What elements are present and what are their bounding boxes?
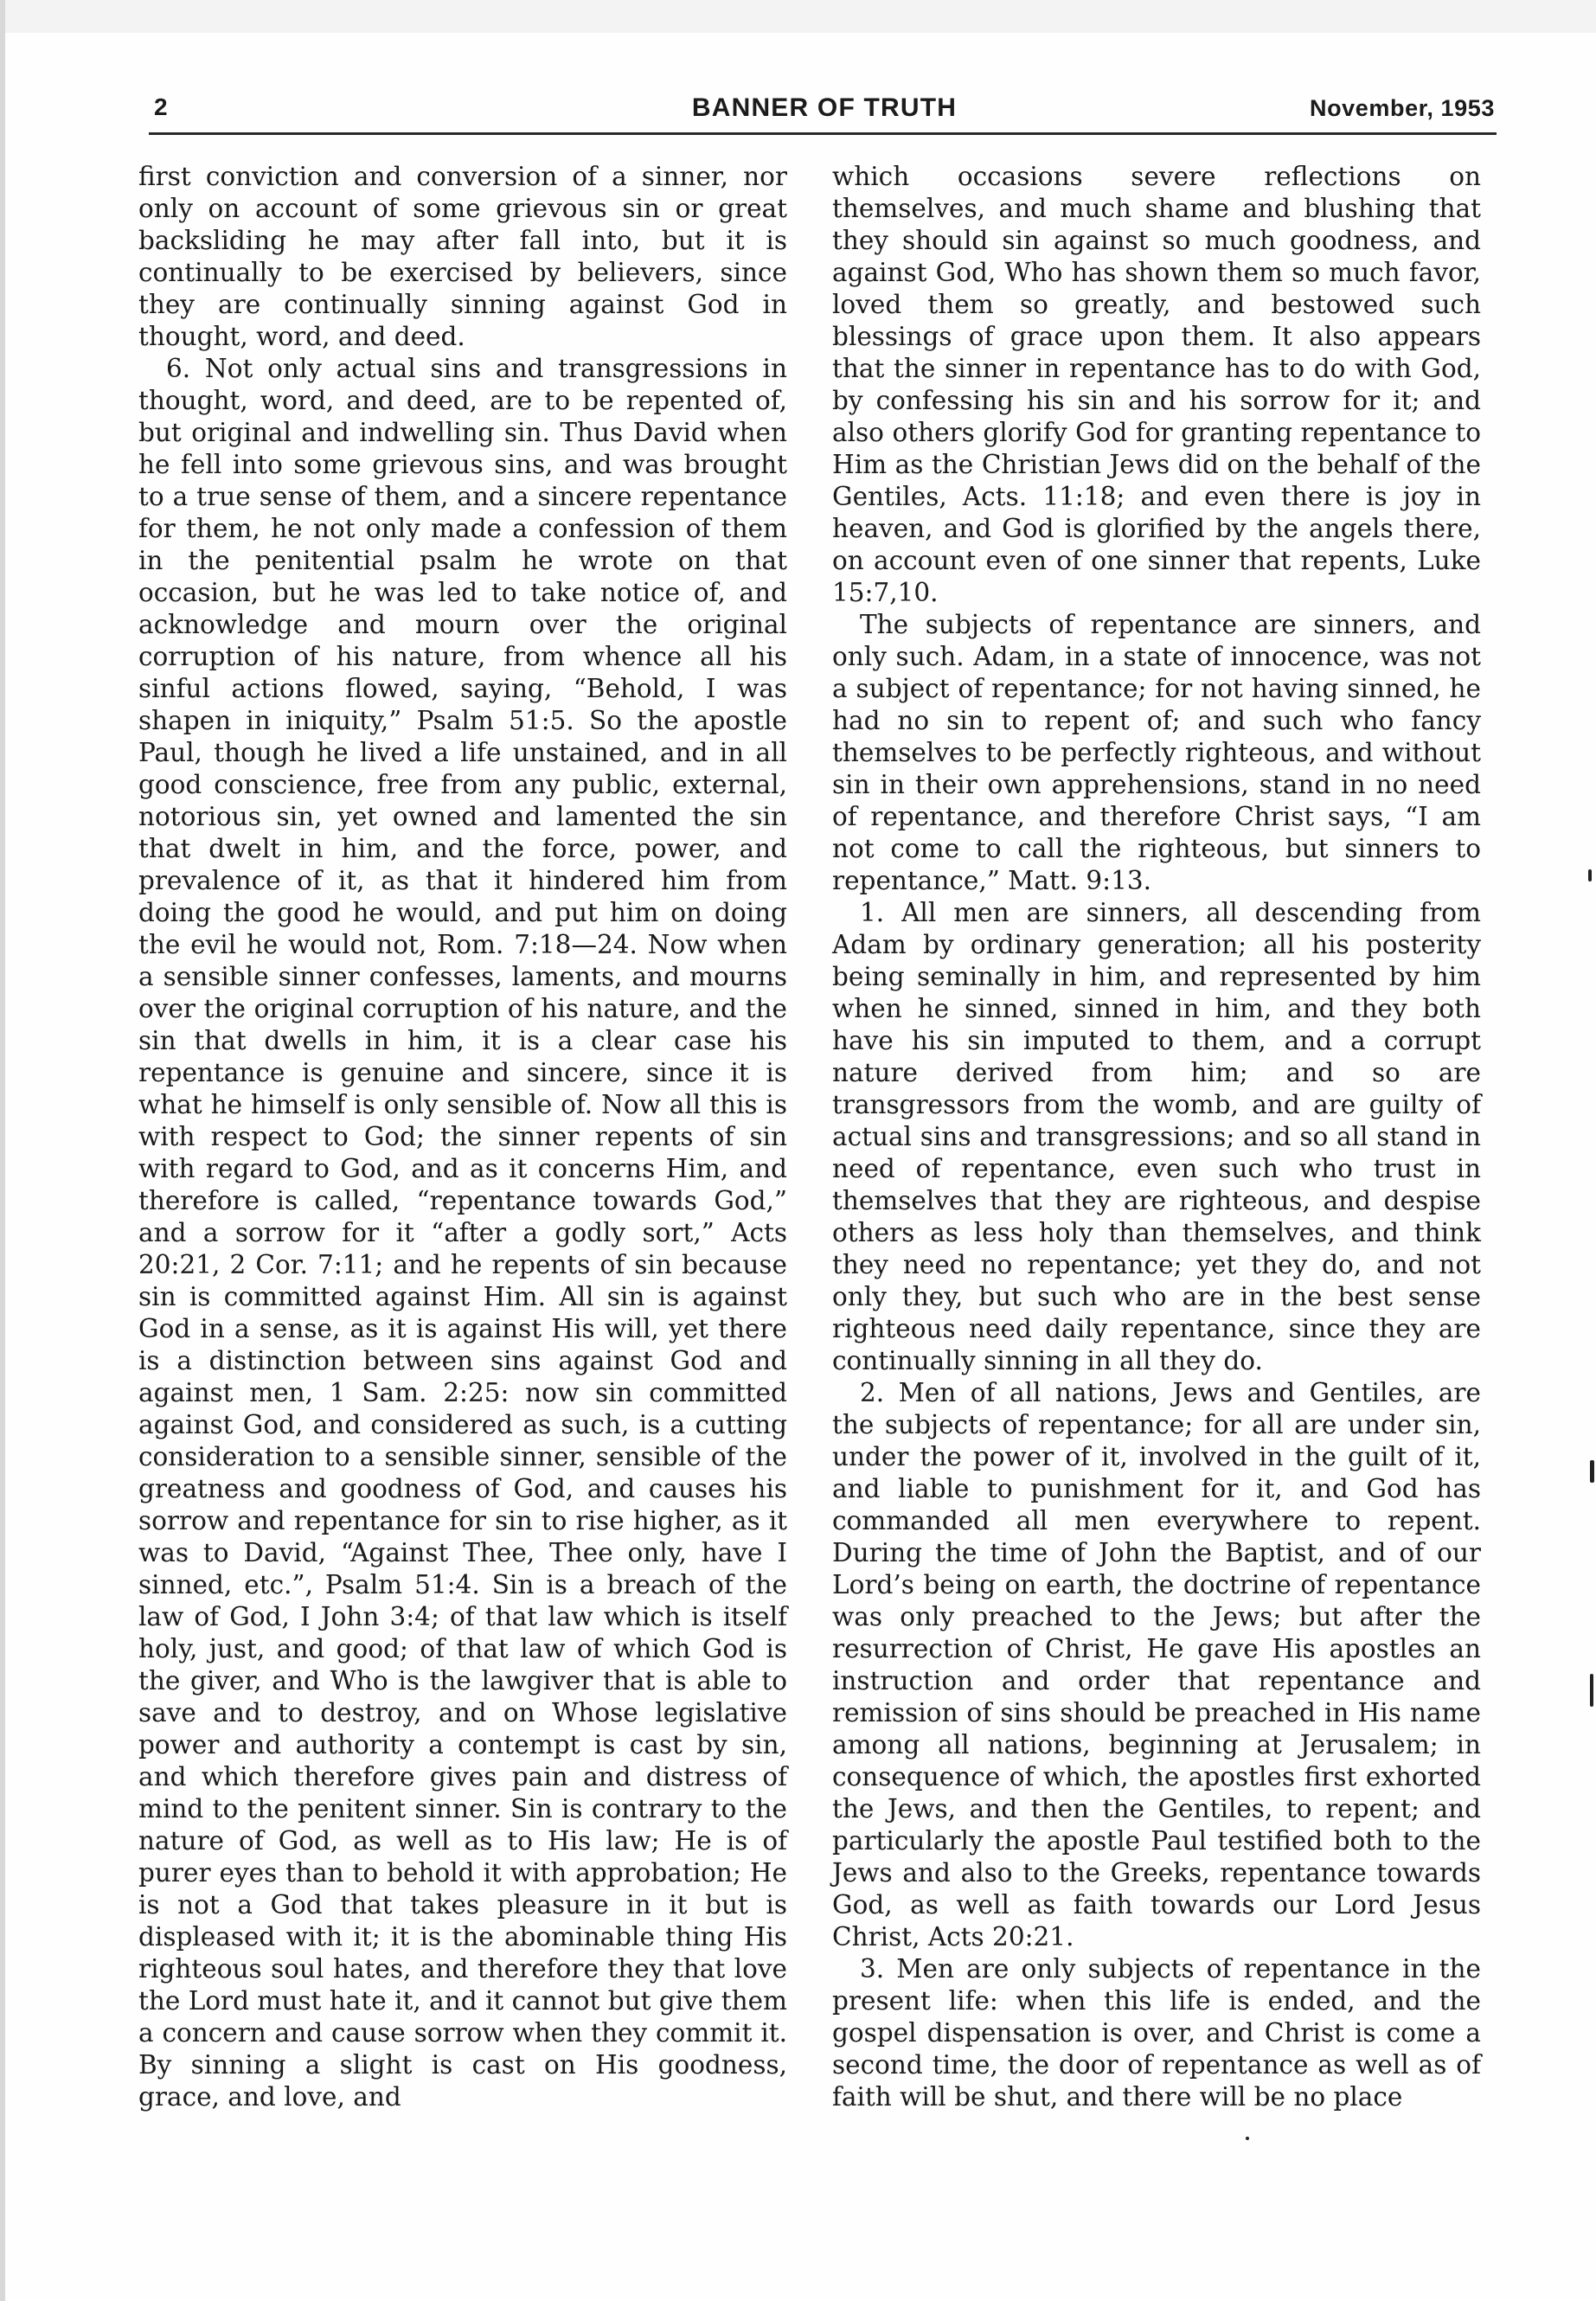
running-header xyxy=(154,93,1495,133)
paragraph: The subjects of repentance are sinners, and only such. Adam, in a state of innocence, was not a subject of repentance; for not having sinned, he had no sin to repent of; and such who fancy themselves to be perfectly righteous, and without sin in their own apprehensions, stand in no need of repentance, and therefore Christ says, “I am not come to call the righteous, but sinners to repentance,” Matt. 9:13. xyxy=(832,610,1481,895)
scan-speck xyxy=(1588,869,1592,881)
scan-speck xyxy=(1246,2137,1249,2140)
paragraph: 3. Men are only subjects of repentance in the present life: when this life is ended, and the gospel dispensation is over, and Christ is come a second time, the door of repentance as well as of faith will be shut, and there will be no place xyxy=(832,1954,1481,2112)
page-number: 2 xyxy=(154,93,168,120)
left-column xyxy=(138,161,787,2113)
header-rule xyxy=(149,132,1497,135)
publication-title: BANNER OF TRUTH xyxy=(691,93,958,122)
scan-speck xyxy=(1590,1460,1594,1483)
right-column xyxy=(832,161,1481,2113)
paragraph: 2. Men of all nations, Jews and Gentiles, are the subjects of repentance; for all are under sin, under the power of it, involved in the guilt of it, and liable to punishment for it, and God has commanded all men everywhere to repent. During the time of John the Baptist, and of our Lord’s being on earth, the doctrine of repentance was only preached to the Jews; but after the resurrection of Christ, He gave His apostles an instruction and order that repentance and remission of sins should be preached in His name among all nations, beginning at Jerusalem; in consequence of which, the apostles first exhorted the Jews, and then the Gentiles, to repent; and particularly the apostle Paul testified both to the Jews and also to the Greeks, repentance towards God, as well as faith towards our Lord Jesus Christ, Acts 20:21. xyxy=(832,1378,1481,1952)
paragraph: 1. All men are sinners, all descending from Adam by ordinary generation; all his posterity being seminally in him, and represented by him when he sinned, sinned in him, and they both have his sin imputed to them, and a corrupt nature derived from him; and so are transgressors from the womb, and are guilty of actual sins and transgressions; and so all stand in need of repentance, even such who trust in themselves that they are righteous, and despise others as less holy than themselves, and think they need no repentance; yet they do, and not only they, but such who are in the best sense righteous need daily repentance, since they are continually sinning in all they do. xyxy=(832,898,1481,1375)
paragraph: which occasions severe reflections on themselves, and much shame and blushing that they should sin against so much goodness, and against God, Who has shown them so much favor, loved them so greatly, and bestowed such blessings of grace upon them. It also appears that the sinner in repentance has to do with God, by confessing his sin and his sorrow for it; and also others glorify God for granting repentance to Him as the Christian Jews did on the behalf of the Gentiles, Acts. 11:18; and even there is joy in heaven, and God is glorified by the angels there, on account even of one sinner that repents, Luke 15:7,10. xyxy=(832,162,1481,607)
scan-border-top xyxy=(0,0,1596,33)
scan-border-left xyxy=(0,0,5,2301)
paragraph: first conviction and conversion of a sinner, nor only on account of some grievous sin or great backsliding he may after fall into, but it is continually to be exercised by believers, since they are continually sinning against God in thought, word, and deed. xyxy=(138,162,787,351)
issue-date: November, 1953 xyxy=(1309,95,1495,121)
scan-speck xyxy=(1590,1674,1593,1707)
paragraph: 6. Not only actual sins and transgressions in thought, word, and deed, are to be repented of, but original and indwelling sin. Thus David when he fell into some grievous sins, and was brought to a true sense of them, and a sincere repentance for them, he not only made a confession of them in the penitential psalm he wrote on that occasion, but he was led to take notice of, and acknowledge and mourn over the original corruption of his nature, from whence all his sinful actions flowed, saying, “Behold, I was shapen in iniquity,” Psalm 51:5. So the apostle Paul, though he lived a life unstained, and in all good conscience, free from any public, external, notorious sin, yet owned and lamented the sin that dwelt in him, and the force, power, and prevalence of it, as that it hindered him from doing the good he would, and put him on doing the evil he would not, Rom. 7:18—24. Now when a sensible sinner confesses, laments, and mourns over the original corruption of his nature, and the sin that dwells in him, it is a clear case his repentance is genuine and sincere, since it is what he himself is only sensible of. Now all this is with respect to God; the sinner repents of sin with regard to God, and as it concerns Him, and therefore is called, “repentance towards God,” and a sorrow for it “after a godly sort,” Acts 20:21, 2 Cor. 7:11; and he repents of sin because sin is committed against Him. All sin is against God in a sense, as it is against His will, yet there is a distinction between sins against God and against men, 1 Sam. 2:25: now sin committed against God, and considered as such, is a cutting consideration to a sensible sinner, sensible of the greatness and goodness of God, and causes his sorrow and repentance for sin to rise higher, as it was to David, “Against Thee, Thee only, have I sinned, etc.”, Psalm 51:4. Sin is a breach of the law of God, I John 3:4; of that law which is itself holy, just, and good; of that law of which God is the giver, and Who is the lawgiver that is able to save and to destroy, and on Whose legislative power and authority a contempt is cast by sin, and which therefore gives pain and distress of mind to the penitent sinner. Sin is contrary to the nature of God, as well as to His law; He is of purer eyes than to behold it with approbation; He is not a God that takes pleasure in it but is displeased with it; it is the abominable thing His righteous soul hates, and therefore they that love the Lord must hate it, and it cannot but give them a concern and cause sorrow when they commit it. By sinning a slight is cast on His goodness, grace, and love, and xyxy=(138,354,787,2112)
